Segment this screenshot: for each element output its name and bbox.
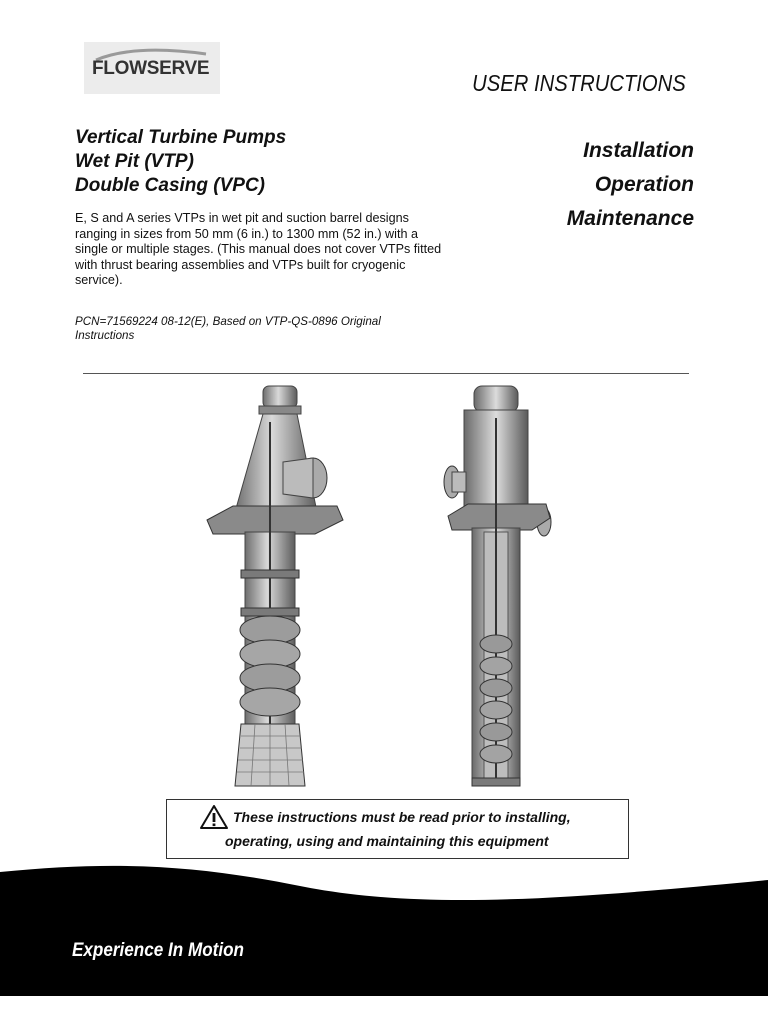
- iom-installation: Installation: [583, 139, 694, 162]
- warning-notice: [166, 799, 629, 859]
- logo-text: FLOWSERVE: [92, 58, 210, 79]
- flowserve-logo: [84, 42, 220, 94]
- title-line: Double Casing (VPC): [75, 175, 266, 196]
- scope-description: E, S and A series VTPs in wet pit and suction barrel designs ranging in sizes from 50 mm (6 in.) to 1300 mm (52 in.) with a single or multiple stages. (This manual does not cover VTPs fitted with thrust bearing assemblies and VTPs built for cryogenic service).: [75, 211, 442, 287]
- product-title: [75, 126, 286, 198]
- iom-operation: Operation: [594, 173, 694, 196]
- warning-text-line2: operating, using and maintaining this equipment: [225, 833, 549, 849]
- iom-list: [567, 134, 694, 236]
- document-type: USER INSTRUCTIONS: [472, 70, 686, 96]
- vtp-pump-illustration: [205, 382, 345, 790]
- divider: [83, 373, 689, 374]
- title-line: Wet Pit (VTP): [75, 151, 194, 172]
- warning-text-line1: These instructions must be read prior to installing,: [233, 809, 571, 825]
- iom-maintenance: Maintenance: [566, 207, 694, 230]
- vpc-pump-illustration: [438, 382, 553, 790]
- pcn-reference: PCN=71569224 08-12(E), Based on VTP-QS-0896 Original Instructions: [75, 315, 381, 342]
- warning-triangle-icon: [199, 804, 229, 830]
- title-line: Vertical Turbine Pumps: [75, 127, 287, 148]
- footer-tagline: Experience In Motion: [72, 940, 244, 961]
